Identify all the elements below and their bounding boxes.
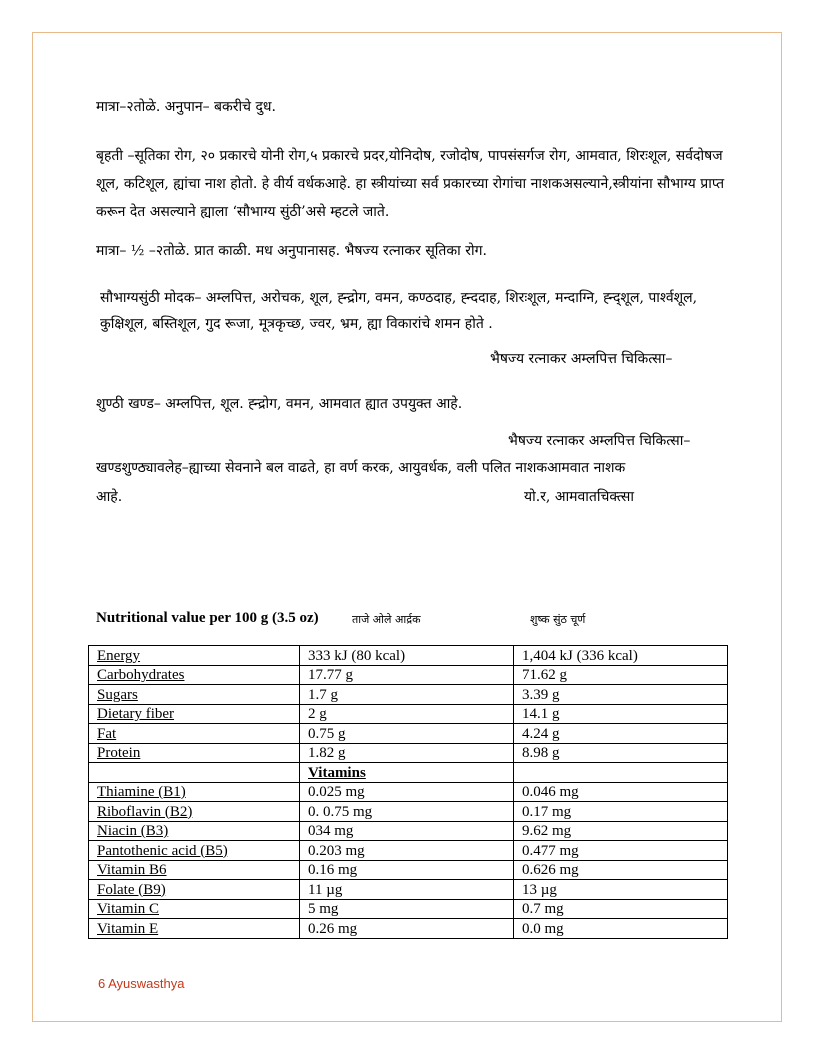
nutrient-name: Vitamin B6 <box>89 860 300 880</box>
nutrient-name: Thiamine (B1) <box>89 782 300 802</box>
fresh-value: 0.26 mg <box>300 919 514 939</box>
nutrient-name: Protein <box>89 743 300 763</box>
nutrient-name: Energy <box>89 646 300 666</box>
paragraph-khandshunthyavaleh: खण्डशुण्ठ्यावलेह–ह्याच्या सेवनाने बल वाढते, हा वर्ण करक, आयुवर्धक, वली पलित नाशकआमवात नाशक <box>96 460 626 476</box>
dry-value: 0.17 mg <box>514 802 728 822</box>
reference-2: भैषज्य रत्नाकर अम्लपित्त चिकित्सा– <box>508 433 691 449</box>
table-row <box>89 743 728 763</box>
column-header-dry: शुष्क सुंठ चूर्ण <box>530 613 586 626</box>
fresh-value: 11 µg <box>300 880 514 900</box>
table-row <box>89 665 728 685</box>
table-row <box>89 919 728 939</box>
paragraph-khandshunthyavaleh-end: आहे. <box>96 489 123 505</box>
dry-value: 4.24 g <box>514 724 728 744</box>
table-row <box>89 899 728 919</box>
table-row <box>89 821 728 841</box>
page-footer: 6 Ayuswasthya <box>98 976 185 991</box>
table-row <box>89 704 728 724</box>
dry-value: 13 µg <box>514 880 728 900</box>
empty-cell <box>89 763 300 783</box>
table-row <box>89 860 728 880</box>
fresh-value: 0. 0.75 mg <box>300 802 514 822</box>
table-caption: Nutritional value per 100 g (3.5 oz) <box>96 610 319 626</box>
table-row <box>89 880 728 900</box>
nutrient-name: Niacin (B3) <box>89 821 300 841</box>
dry-value: 3.39 g <box>514 685 728 705</box>
fresh-value: 333 kJ (80 kcal) <box>300 646 514 666</box>
dry-value: 8.98 g <box>514 743 728 763</box>
fresh-value: 034 mg <box>300 821 514 841</box>
fresh-value: 0.203 mg <box>300 841 514 861</box>
fresh-value: 2 g <box>300 704 514 724</box>
fresh-value: 0.025 mg <box>300 782 514 802</box>
empty-cell <box>514 763 728 783</box>
dry-value: 9.62 mg <box>514 821 728 841</box>
nutrient-name: Pantothenic acid (B5) <box>89 841 300 861</box>
nutrient-name: Vitamin E <box>89 919 300 939</box>
dry-value: 0.046 mg <box>514 782 728 802</box>
nutrient-name: Dietary fiber <box>89 704 300 724</box>
table-row <box>89 802 728 822</box>
dosage-line-1: मात्रा–२तोळे. अनुपान– बकरीचे दुध. <box>96 99 276 115</box>
paragraph-shunthi-khand: शुण्ठी खण्ड– अम्लपित्त, शूल. ह्न्द्रोग, वमन, आमवात ह्यात उपयुक्त आहे. <box>96 396 463 412</box>
dry-value: 0.7 mg <box>514 899 728 919</box>
nutrition-table <box>88 645 728 939</box>
column-header-fresh: ताजे ओले आर्द्रक <box>352 613 421 626</box>
fresh-value: 1.7 g <box>300 685 514 705</box>
reference-1: भैषज्य रत्नाकर अम्लपित्त चिकित्सा– <box>490 351 673 367</box>
fresh-value: 0.16 mg <box>300 860 514 880</box>
table-row <box>89 782 728 802</box>
dry-value: 0.0 mg <box>514 919 728 939</box>
dry-value: 0.477 mg <box>514 841 728 861</box>
vitamins-section-label: Vitamins <box>300 763 514 783</box>
reference-3: यो.र, आमवातचिक्त्सा <box>524 489 635 505</box>
nutrient-name: Folate (B9) <box>89 880 300 900</box>
nutrient-name: Fat <box>89 724 300 744</box>
fresh-value: 17.77 g <box>300 665 514 685</box>
fresh-value: 1.82 g <box>300 743 514 763</box>
table-row-vitamins-header <box>89 763 728 783</box>
paragraph-brihati: बृहती –सूतिका रोग, २० प्रकारचे योनी रोग,५ प्रकारचे प्रदर,योनिदोष, रजोदोष, पापसंसर्गज रोग, आमवात, शिरःशूल, सर्वदोषज शूल, कटिशूल, ह्यांचा नाश होतो. हे वीर्य वर्धकआहे. हा स्त्रीयांच्या सर्व प्रकारच्या रोगांचा नाशकअसल्याने,स्त्रीयांना सौभाग्य प्राप्त करून देत असल्याने ह्याला ‘सौभाग्य सुंठी’असे म्हटले जाते. <box>96 148 725 220</box>
nutrient-name: Vitamin C <box>89 899 300 919</box>
dry-value: 71.62 g <box>514 665 728 685</box>
table-row <box>89 724 728 744</box>
nutrient-name: Sugars <box>89 685 300 705</box>
fresh-value: 0.75 g <box>300 724 514 744</box>
paragraph-saubhagya-modak: सौभाग्यसुंठी मोदक– अम्लपित्त, अरोचक, शूल, ह्न्द्रोग, वमन, कण्ठदाह, ह्न्ददाह, शिरःशूल, मन्दाग्नि, ह्न्द्शूल, पार्श्वशूल, कुक्षिशूल, बस्तिशूल, गुद रूजा, मूत्रकृच्छ, ज्वर, भ्रम, ह्या विकारांचे शमन होते . <box>100 290 698 332</box>
nutrient-name: Carbohydrates <box>89 665 300 685</box>
fresh-value: 5 mg <box>300 899 514 919</box>
dry-value: 0.626 mg <box>514 860 728 880</box>
table-row <box>89 685 728 705</box>
dry-value: 14.1 g <box>514 704 728 724</box>
dosage-line-2: मात्रा– ½ –२तोळे. प्रात काळी. मध अनुपानासह. भैषज्य रत्नाकर सूतिका रोग. <box>96 243 487 259</box>
table-row <box>89 646 728 666</box>
nutrient-name: Riboflavin (B2) <box>89 802 300 822</box>
table-row <box>89 841 728 861</box>
dry-value: 1,404 kJ (336 kcal) <box>514 646 728 666</box>
